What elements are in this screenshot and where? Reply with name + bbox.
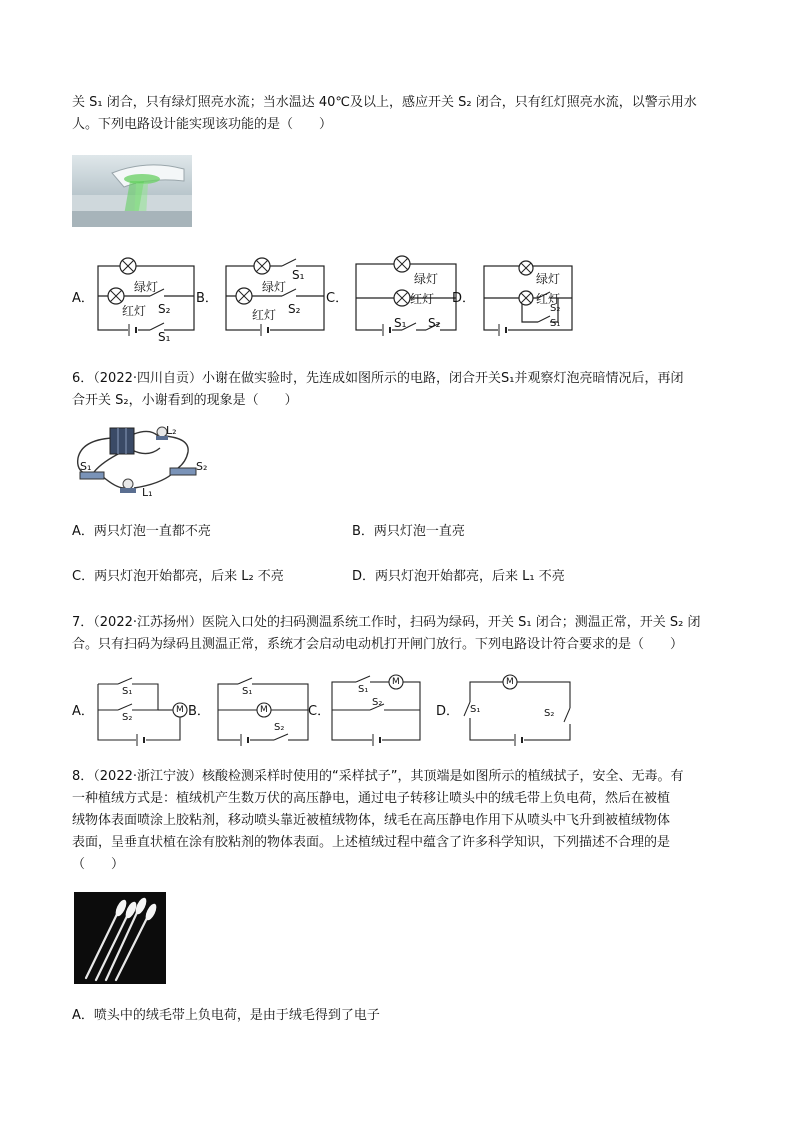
- q5-text-line1: 关 S₁ 闭合，只有绿灯照亮水流；当水温达 40℃及以上，感应开关 S₂ 闭合，只有红灯照亮水流，以警示用水: [72, 95, 697, 110]
- q6-text-line1: 6．（2022·四川自贡）小谢在做实验时，先连成如图所示的电路，闭合开关S₁并观察灯泡亮暗情况后，再闭: [72, 371, 684, 386]
- q5b-red-label: 红灯: [252, 308, 277, 322]
- q5c-green-label: 绿灯: [414, 272, 439, 286]
- q7c-s1-label: S₁: [358, 684, 369, 695]
- q7c-s2-label: S₂: [372, 697, 383, 708]
- q5-text-line2: 人。下列电路设计能实现该功能的是（ ）: [72, 117, 333, 132]
- q5-option-b[interactable]: B．: [196, 291, 218, 306]
- q5b-s1-label: S₁: [292, 268, 305, 282]
- q7b-motor-label: M: [260, 705, 268, 715]
- q7d-s2-label: S₂: [544, 708, 555, 719]
- q5d-s2-label: S₂: [550, 303, 561, 314]
- q6-option-a[interactable]: A．两只灯泡一直都不亮: [72, 524, 211, 539]
- q8-text-line2: 一种植绒方式是：植绒机产生数万伏的高压静电，通过电子转移让喷头中的绒毛带上负电荷，然后在被植: [72, 791, 671, 806]
- swab-photo: [74, 892, 166, 984]
- q5c-red-label: 红灯: [410, 292, 435, 306]
- q8-option-a[interactable]: A．喷头中的绒毛带上负电荷，是由于绒毛得到了电子: [72, 1008, 380, 1023]
- q5-option-c[interactable]: C．: [326, 291, 349, 306]
- q5a-red-label: 红灯: [122, 304, 147, 318]
- q5d-s1-label: S₁: [550, 318, 561, 329]
- faucet-photo: [72, 155, 192, 227]
- q6-text-line2: 合开关 S₂，小谢看到的现象是（ ）: [72, 393, 298, 408]
- q6-l1-label: L₁: [142, 486, 153, 499]
- q7a-motor-label: M: [176, 705, 184, 715]
- q7-option-d[interactable]: D．: [436, 704, 460, 719]
- q6-option-d[interactable]: D．两只灯泡开始都亮，后来 L₁ 不亮: [352, 569, 565, 584]
- q5c-s1-label: S₁: [394, 316, 407, 330]
- q5d-green-label: 绿灯: [536, 272, 561, 286]
- q6-option-c[interactable]: C．两只灯泡开始都亮，后来 L₂ 不亮: [72, 569, 284, 584]
- q7b-s1-label: S₁: [242, 686, 253, 697]
- q5a-s2-label: S₂: [158, 302, 171, 316]
- q6-s1-label: S₁: [80, 460, 92, 473]
- q8-text-line4: 表面，呈垂直状植在涂有胶粘剂的物体表面。上述植绒过程中蕴含了许多科学知识，下列描述不合理的是: [72, 835, 671, 850]
- q6-option-b[interactable]: B．两只灯泡一直亮: [352, 524, 465, 539]
- q6-l2-label: L₂: [166, 424, 177, 437]
- q7-option-b[interactable]: B．: [188, 704, 210, 719]
- q7d-motor-label: M: [506, 677, 514, 687]
- q7c-motor-label: M: [392, 677, 400, 687]
- q8-text-line1: 8．（2022·浙江宁波）核酸检测采样时使用的“采样拭子”，其顶端是如图所示的植绒拭子，安全、无毒。有: [72, 769, 684, 784]
- q5-option-a[interactable]: A．: [72, 291, 94, 306]
- q7-option-a[interactable]: A．: [72, 704, 94, 719]
- q5-option-d[interactable]: D．: [452, 291, 476, 306]
- q5a-s1-label: S₁: [158, 330, 171, 344]
- q5b-green-label: 绿灯: [262, 280, 287, 294]
- q8-text-line3: 绒物体表面喷涂上胶粘剂，移动喷头靠近被植绒物体，绒毛在高压静电作用下从喷头中飞升到被植绒物体: [72, 813, 671, 828]
- q7d-s1-label: S₁: [470, 704, 481, 715]
- q7-option-c[interactable]: C．: [308, 704, 331, 719]
- q7a-s2-label: S₂: [122, 712, 133, 723]
- q7b-s2-label: S₂: [274, 722, 285, 733]
- q7a-s1-label: S₁: [122, 686, 133, 697]
- q5d-red-label: 红灯: [536, 292, 561, 306]
- q6-s2-label: S₂: [196, 460, 208, 473]
- q5c-s2-label: S₂: [428, 316, 441, 330]
- q5a-green-label: 绿灯: [134, 280, 159, 294]
- q7-text-line2: 合。只有扫码为绿码且测温正常，系统才会启动电动机打开闸门放行。下列电路设计符合要求的是（ ）: [72, 637, 684, 652]
- q5b-s2-label: S₂: [288, 302, 301, 316]
- q8-text-line5: （ ）: [72, 857, 125, 872]
- q7-text-line1: 7．（2022·江苏扬州）医院入口处的扫码测温系统工作时，扫码为绿码，开关 S₁ 闭合；测温正常，开关 S₂ 闭: [72, 615, 701, 630]
